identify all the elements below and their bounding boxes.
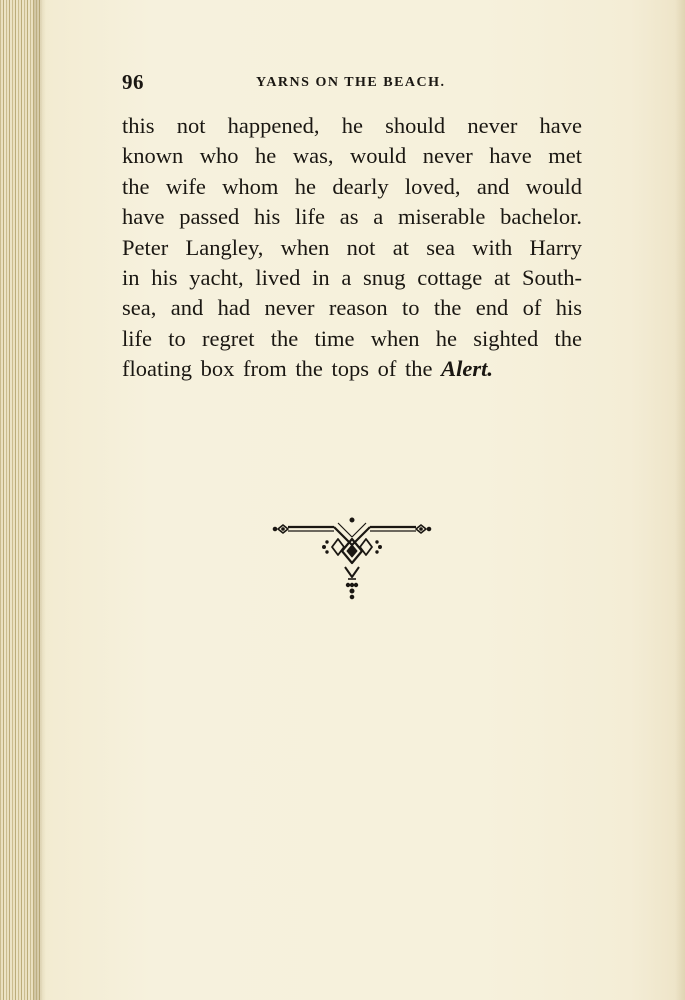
text-line: life to regret the time when he sighted the (122, 325, 582, 351)
text-line: Peter Langley, when not at sea with Harry (122, 234, 582, 260)
page-header (122, 70, 582, 100)
page-edge-shadow (34, 0, 46, 1000)
right-page-edge (675, 0, 685, 1000)
text-line: the wife whom he dearly loved, and would (122, 173, 582, 199)
text-line-last (122, 354, 582, 384)
tailpiece-ornament-icon (272, 517, 432, 603)
text-line: in his yacht, lived in a snug cottage at South- (122, 264, 582, 290)
last-line-text: floating box from the tops of the (122, 356, 433, 382)
text-line: sea, and had never reason to the end of his (122, 295, 582, 321)
ship-name-italic: Alert. (441, 356, 493, 382)
text-line: have passed his life as a miserable bachelor. (122, 204, 582, 230)
page-number: 96 (122, 70, 144, 94)
running-head: YARNS ON THE BEACH. (256, 75, 446, 90)
text-line: known who he was, would never have met (122, 143, 582, 169)
body-text (122, 111, 582, 385)
text-line: this not happened, he should never have (122, 113, 582, 138)
